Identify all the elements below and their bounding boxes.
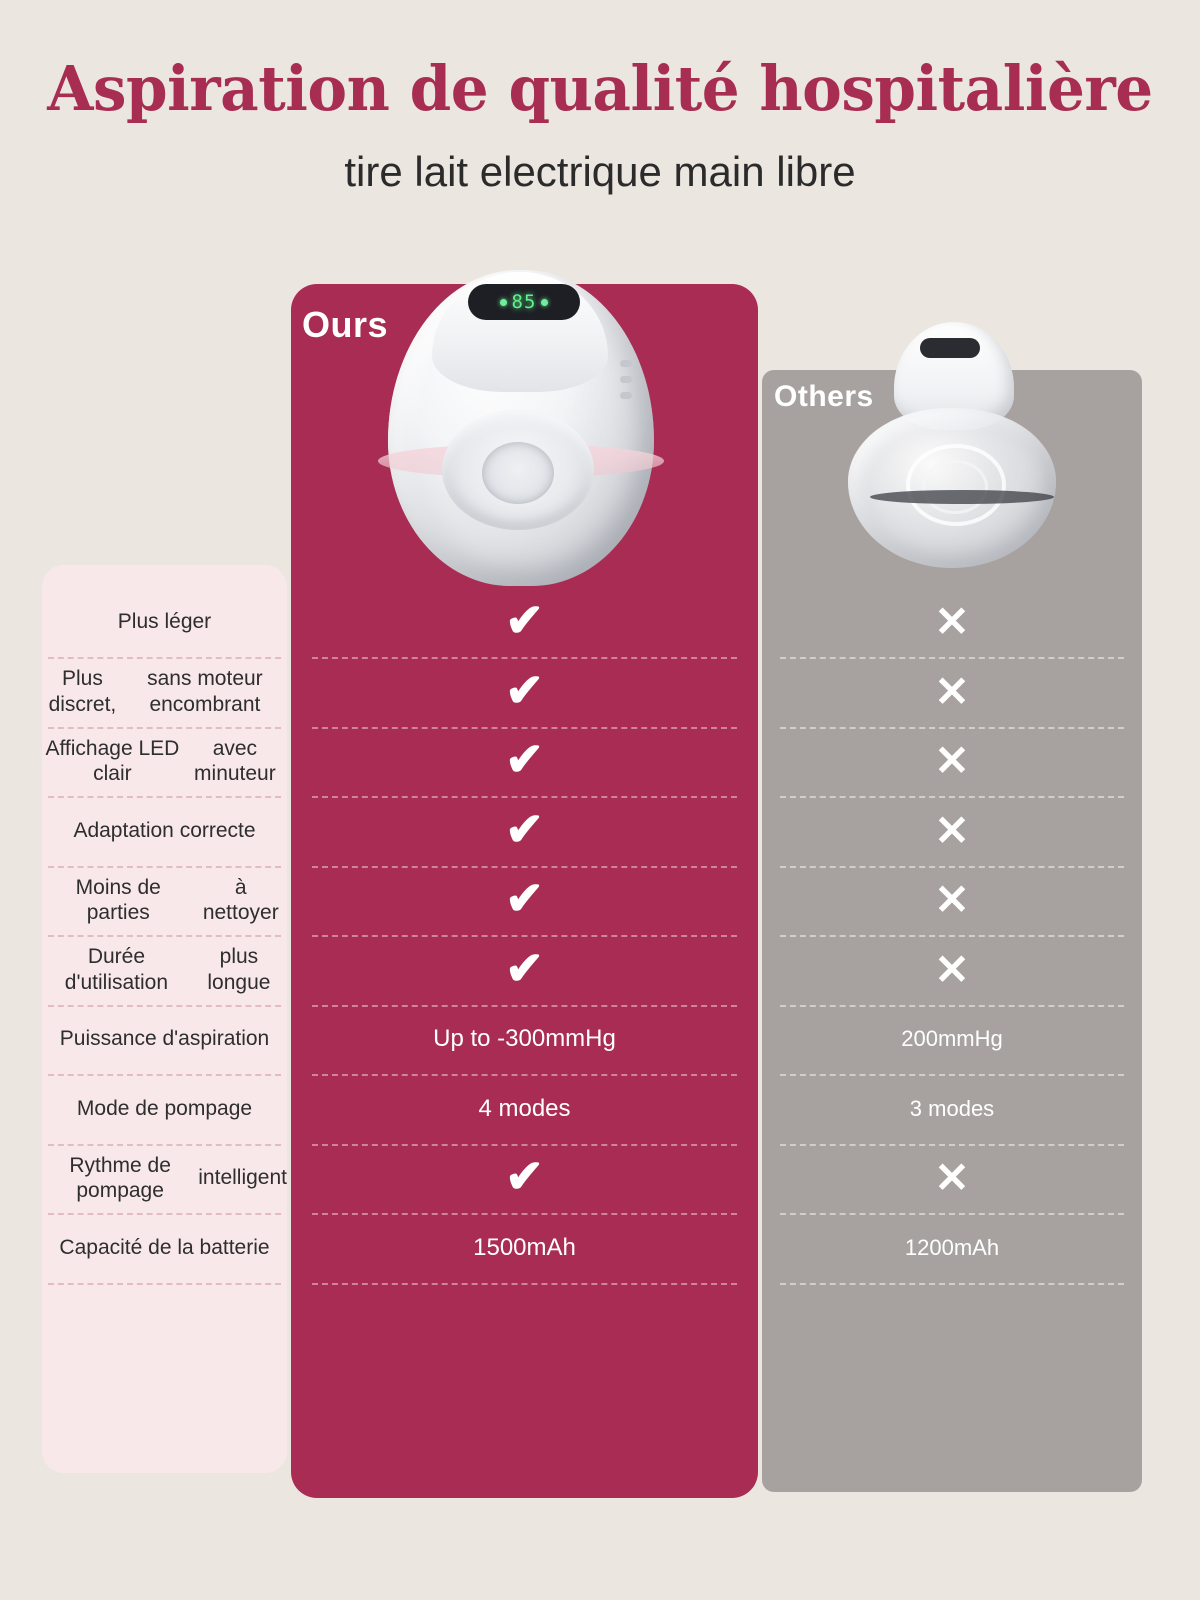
check-icon: ✔ [505,663,544,716]
others-cell [762,726,1142,796]
feature-label: Adaptation correcte [73,818,256,842]
feature-label: Rythme de pompage intelligent [69,1153,287,1202]
check-icon: ✔ [505,802,544,855]
others-cell: 1200mAh [904,1234,1000,1260]
others-cell [762,657,1142,727]
ours-column-header: Ours [302,304,389,345]
ours-cell: Up to -300mmHg [433,1025,616,1052]
row-divider [48,1283,281,1285]
feature-label: Mode de pompage [76,1096,253,1120]
check-icon: ✔ [505,1150,544,1202]
ours-cell [291,726,758,796]
page-title: Aspiration de qualité hospitalière [47,52,1153,125]
ours-cell [291,1143,758,1213]
ours-cell [291,657,758,727]
ours-cell: 4 modes [478,1094,571,1122]
others-cell [762,935,1142,1005]
cross-icon: ✕ [934,806,970,854]
feature-label: Plus léger [117,610,212,634]
header [0,0,1200,196]
comparison-table [0,262,1200,1552]
feature-label: Puissance d'aspiration [59,1027,270,1051]
ours-cell [291,935,758,1005]
check-icon: ✔ [505,733,544,785]
cross-icon: ✕ [934,876,970,923]
led-digits: 85 [511,291,537,313]
row-divider [780,1283,1124,1285]
ours-cell [291,587,758,657]
row-divider [312,1283,737,1285]
others-column-header: Others [774,380,874,413]
ours-cell: 1500mAh [473,1233,576,1261]
check-icon: ✔ [505,872,544,924]
others-cell [762,587,1142,657]
feature-label: Durée d'utilisation plus longue [64,945,271,994]
ours-cell [291,865,758,935]
page-subtitle: tire lait electrique main libre [344,148,856,195]
others-cell [762,1143,1142,1213]
others-cell: 3 modes [909,1095,995,1121]
others-cell [762,796,1142,866]
check-icon: ✔ [505,594,544,646]
others-cell: 200mmHg [901,1026,1003,1051]
comparison-rows [0,262,1200,1552]
feature-label: Moins de parties à nettoyer [75,875,279,924]
cross-icon: ✕ [934,737,970,784]
feature-label: Affichage LED clair avec minuteur [45,736,276,785]
cross-icon: ✕ [934,667,970,715]
cross-icon: ✕ [934,945,970,993]
ours-cell [291,796,758,866]
check-icon: ✔ [505,941,544,994]
others-cell [762,865,1142,935]
cross-icon: ✕ [934,1154,970,1201]
feature-label: Capacité de la batterie [59,1235,270,1259]
feature-label: Plus discret, sans moteur encombrant [48,667,263,716]
cross-icon: ✕ [934,598,970,645]
